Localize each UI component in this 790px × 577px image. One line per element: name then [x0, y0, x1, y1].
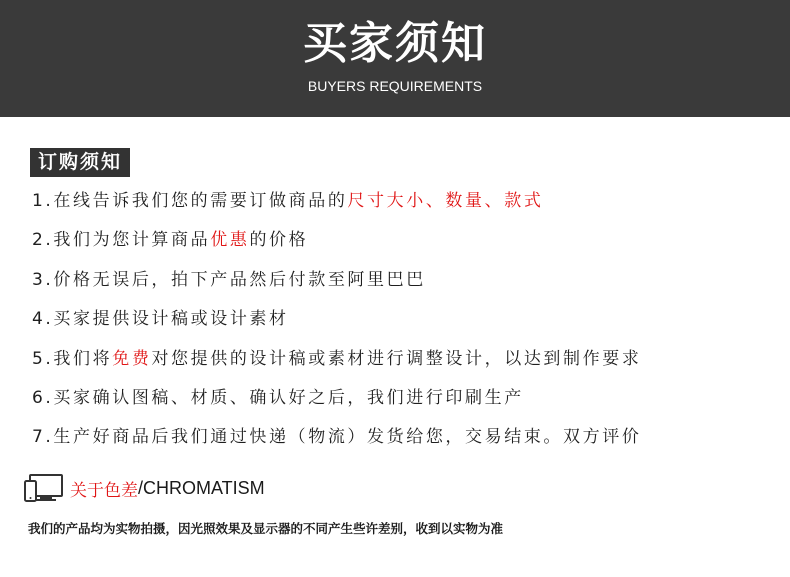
- header-banner: [0, 0, 790, 117]
- list-item: 5.我们将免费对您提供的设计稿或素材进行调整设计，以达到制作要求: [32, 348, 642, 369]
- list-item: 7.生产好商品后我们通过快递（物流）发货给您，交易结束。双方评价: [32, 427, 642, 448]
- chromatism-heading: [24, 472, 265, 504]
- chromatism-note: 我们的产品均为实物拍摄，因光照效果及显示器的不同产生些许差别，收到以实物为准: [28, 521, 504, 536]
- section-tag: 订购须知: [30, 148, 130, 177]
- list-item: 2.我们为您计算商品优惠的价格: [32, 230, 309, 251]
- chromatism-label-cn: 关于色差: [70, 480, 138, 501]
- list-item: 6.买家确认图稿、材质、确认好之后，我们进行印刷生产: [32, 387, 524, 408]
- page-subtitle: BUYERS REQUIREMENTS: [307, 78, 483, 94]
- page-title: 买家须知: [303, 18, 487, 69]
- section-divider: [30, 176, 130, 177]
- devices-icon: [24, 473, 64, 503]
- list-item: 3.价格无误后，拍下产品然后付款至阿里巴巴: [32, 269, 426, 290]
- chromatism-label-en: /CHROMATISM: [138, 477, 265, 498]
- requirements-list: [32, 184, 641, 460]
- list-item: 4.买家提供设计稿或设计素材: [32, 309, 289, 330]
- list-item: 1.在线告诉我们您的需要订做商品的尺寸大小、数量、款式: [32, 191, 544, 211]
